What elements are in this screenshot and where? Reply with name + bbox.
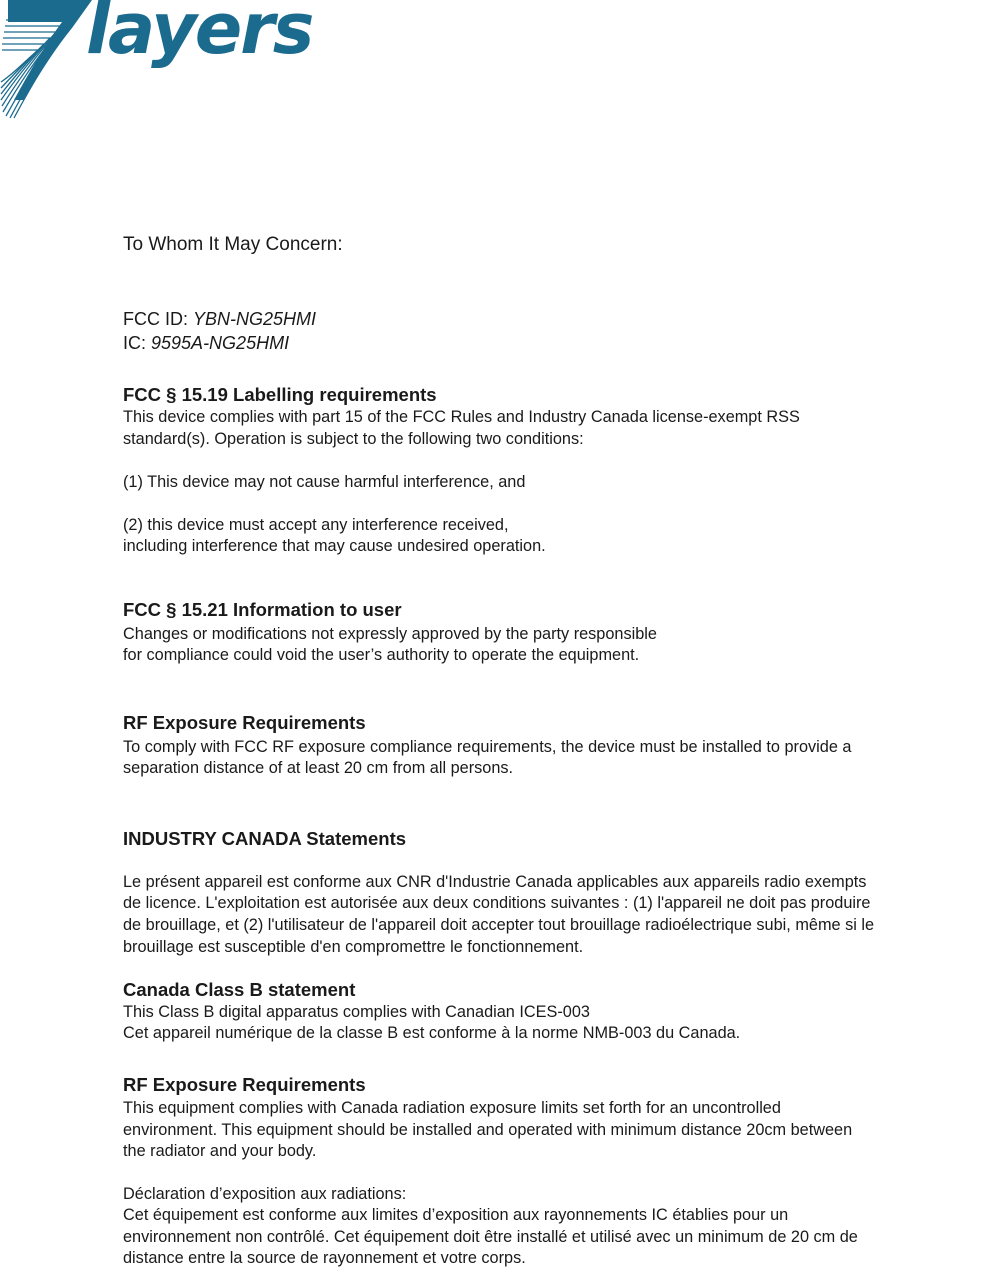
ic-id-line — [123, 331, 289, 355]
section-heading-industry-canada: INDUSTRY CANADA Statements — [123, 828, 407, 849]
section-heading-fcc-rf-exposure: RF Exposure Requirements — [123, 712, 366, 733]
ic-statement-line-1: Le présent appareil est conforme aux CNR d'Industrie Canada applicables aux appareils radio exempts — [123, 873, 867, 891]
section-heading-class-b: Canada Class B statement — [123, 979, 356, 1000]
canada-rf-line-1: This equipment complies with Canada radiation exposure limits set forth for an uncontrolled — [123, 1099, 781, 1117]
fcc-rf-line-2: separation distance of at least 20 cm from all persons. — [123, 759, 514, 777]
section-heading-canada-rf-exposure: RF Exposure Requirements — [123, 1074, 366, 1095]
ic-id-value: 9595A-NG25HMI — [151, 333, 290, 353]
ic-statement-line-2: de licence. L'exploitation est autorisée aux deux conditions suivantes : (1) l'appareil ne doit pas produire — [123, 894, 871, 912]
fcc-id-line — [123, 307, 316, 331]
labelling-line-2: standard(s). Operation is subject to the following two conditions: — [123, 430, 584, 448]
ic-statement-line-4: brouillage est susceptible d'en compromettre le fonctionnement. — [123, 938, 584, 956]
canada-rf-line-3: the radiator and your body. — [123, 1142, 317, 1160]
fcc-id-value: YBN-NG25HMI — [193, 309, 317, 329]
fcc-id-label: FCC ID: — [123, 309, 193, 329]
seven-stripes-icon — [0, 0, 95, 125]
labelling-condition-2: (2) this device must accept any interference received, — [123, 516, 509, 534]
company-logo — [0, 0, 340, 125]
labelling-condition-2-cont: including interference that may cause undesired operation. — [123, 537, 546, 555]
canada-rf-fr-line-3: distance entre la source de rayonnement et votre corps. — [123, 1249, 526, 1267]
fcc-rf-line-1: To comply with FCC RF exposure compliance requirements, the device must be installed to provide a — [123, 738, 852, 756]
info-line-1: Changes or modifications not expressly approved by the party responsible — [123, 625, 657, 643]
class-b-line-2: Cet appareil numérique de la classe B est conforme à la norme NMB-003 du Canada. — [123, 1024, 741, 1042]
canada-rf-fr-line-2: environnement non contrôlé. Cet équipement doit être installé et utilisé avec un minimum de 20 cm de — [123, 1228, 858, 1246]
ic-id-label: IC: — [123, 333, 152, 353]
section-heading-labelling: FCC § 15.19 Labelling requirements — [123, 384, 437, 405]
info-line-2: for compliance could void the user’s authority to operate the equipment. — [123, 646, 640, 664]
ic-statement-line-3: de brouillage, et (2) l'utilisateur de l'appareil doit accepter tout brouillage radioélectrique subi, même si le — [123, 916, 875, 934]
logo-wordmark: layers — [86, 0, 313, 70]
labelling-line-1: This device complies with part 15 of the FCC Rules and Industry Canada license-exempt RSS — [123, 408, 800, 426]
class-b-line-1: This Class B digital apparatus complies with Canadian ICES-003 — [123, 1003, 590, 1021]
labelling-condition-1: (1) This device may not cause harmful interference, and — [123, 473, 526, 491]
greeting: To Whom It May Concern: — [123, 234, 343, 255]
canada-rf-fr-line-1: Cet équipement est conforme aux limites d’exposition aux rayonnements IC établies pour un — [123, 1206, 789, 1224]
canada-rf-line-2: environment. This equipment should be installed and operated with minimum distance 20cm between — [123, 1121, 853, 1139]
section-heading-info-to-user: FCC § 15.21 Information to user — [123, 599, 402, 620]
canada-rf-fr-title: Déclaration d’exposition aux radiations: — [123, 1185, 407, 1203]
